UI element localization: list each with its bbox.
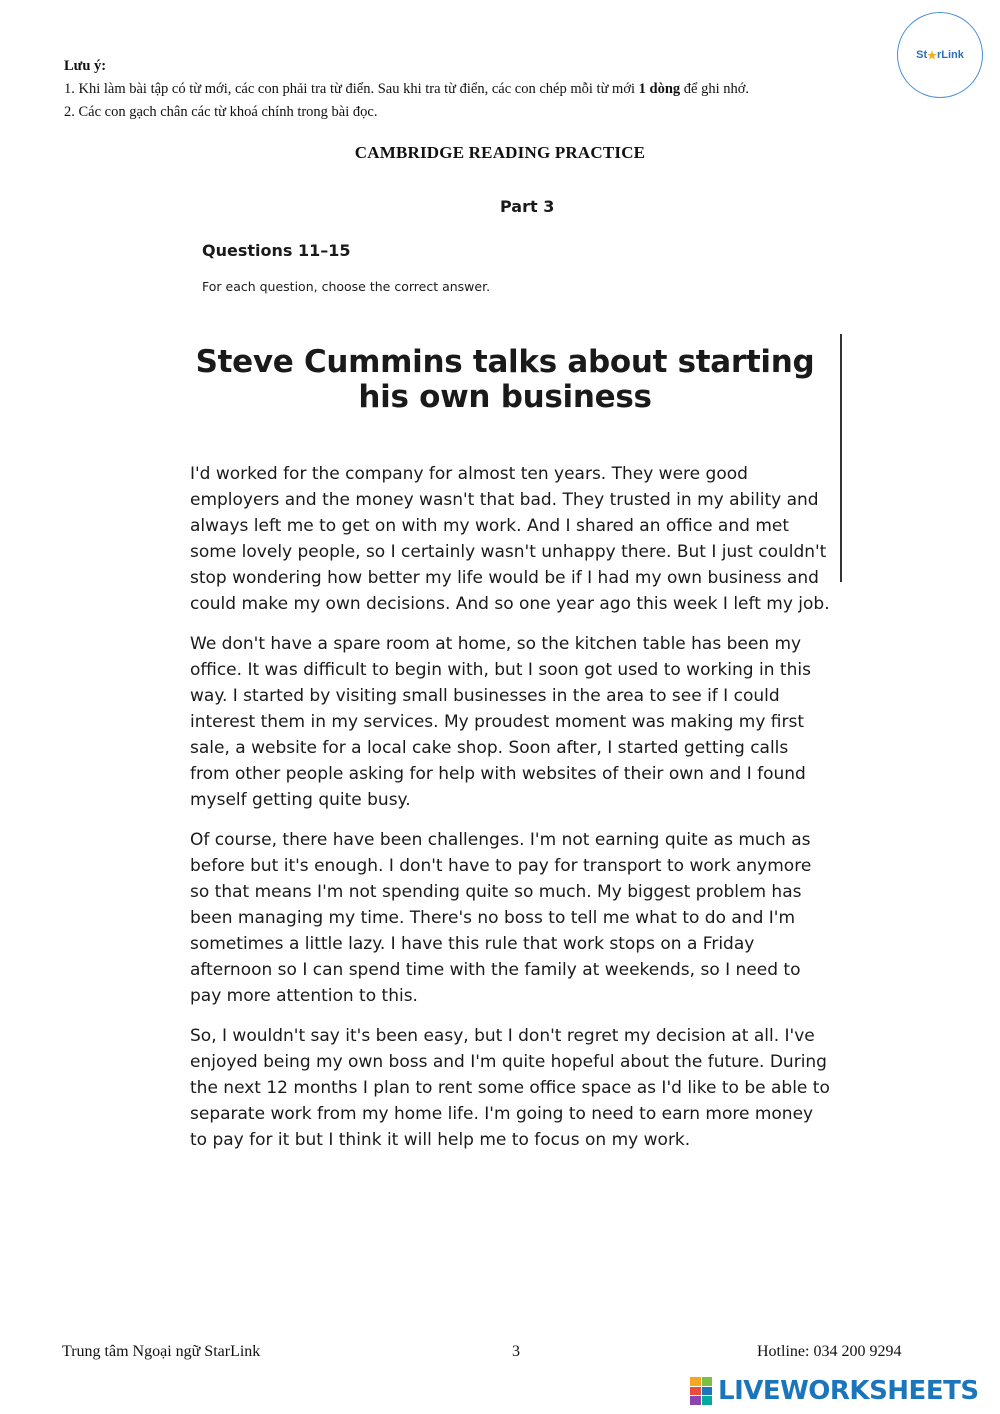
notes-line-2: 2. Các con gạch chân các từ khoá chính trong bài đọc. <box>64 104 378 120</box>
logo-star-icon: ★ <box>927 49 937 62</box>
article-paragraph-1: I'd worked for the company for almost ten years. They were good employers and the money wasn't that bad. They trusted in my ability and always left me to get on with my work. And I shared an office and met some lovely people, so I certainly wasn't unhappy there. But I just couldn't stop wondering how better my life would be if I had my own business and could make my own decisions. And so one year ago this week I left my job. <box>190 464 830 614</box>
footer-hotline: Hotline: 034 200 9294 <box>757 1343 902 1360</box>
page-title: CAMBRIDGE READING PRACTICE <box>354 143 646 162</box>
notes-block <box>64 55 894 124</box>
article-title-line-1: Steve Cummins talks about starting <box>195 344 815 380</box>
notes-line-1 <box>64 78 894 101</box>
article-paragraph-2: We don't have a spare room at home, so the kitchen table has been my office. It was difficult to begin with, but I soon got used to working in this way. I started by visiting small businesses in the area to see if I could interest them in my services. My proudest moment was making my first sale, a website for a local cake shop. Soon after, I started getting calls from other people asking for help with websites of their own and I found myself getting quite busy. <box>190 634 811 810</box>
notes-line-1-bold: 1 dòng <box>638 81 681 97</box>
liveworksheets-logo-icon <box>690 1377 712 1405</box>
article-title-line-2: his own business <box>358 379 652 415</box>
questions-instruction: For each question, choose the correct answer. <box>202 279 491 294</box>
footer-center-name: Trung tâm Ngoại ngữ StarLink <box>62 1343 261 1360</box>
notes-line-1-end: để ghi nhớ. <box>680 81 750 97</box>
article-paragraph-4: So, I wouldn't say it's been easy, but I don't regret my decision at all. I've enjoyed being my own boss and I'm quite hopeful about the future. During the next 12 months I plan to rent some office space as I'd like to be able to separate work from my home life. I'm going to need to earn more money to pay for it but I think it will help me to focus on my work. <box>190 1026 830 1150</box>
article-title <box>170 345 840 415</box>
notes-title: Lưu ý: <box>64 58 107 74</box>
logo-text-a: St <box>916 49 928 61</box>
starlink-logo-icon <box>897 12 983 98</box>
notes-line-1-text: 1. Khi làm bài tập có từ mới, các con phải tra từ điển. Sau khi tra từ điển, các con chép mỗi từ mới <box>64 81 639 97</box>
liveworksheets-brand[interactable] <box>690 1374 979 1408</box>
liveworksheets-text: LIVEWORKSHEETS <box>718 1376 979 1406</box>
footer-page-number: 3 <box>512 1343 520 1360</box>
divider-line <box>840 334 842 582</box>
article-paragraph-3: Of course, there have been challenges. I'm not earning quite as much as before but it's enough. I don't have to pay for transport to work anymore so that means I'm not spending quite so much. My biggest problem has been managing my time. There's no boss to tell me what to do and I'm sometimes a little lazy. I have this rule that work stops on a Friday afternoon so I can spend time with the family at weekends, so I need to pay more attention to this. <box>190 830 812 1006</box>
article-body <box>190 461 830 1167</box>
logo-text-b: rLink <box>936 49 964 61</box>
part-label: Part 3 <box>500 197 555 216</box>
questions-heading: Questions 11–15 <box>202 241 351 260</box>
